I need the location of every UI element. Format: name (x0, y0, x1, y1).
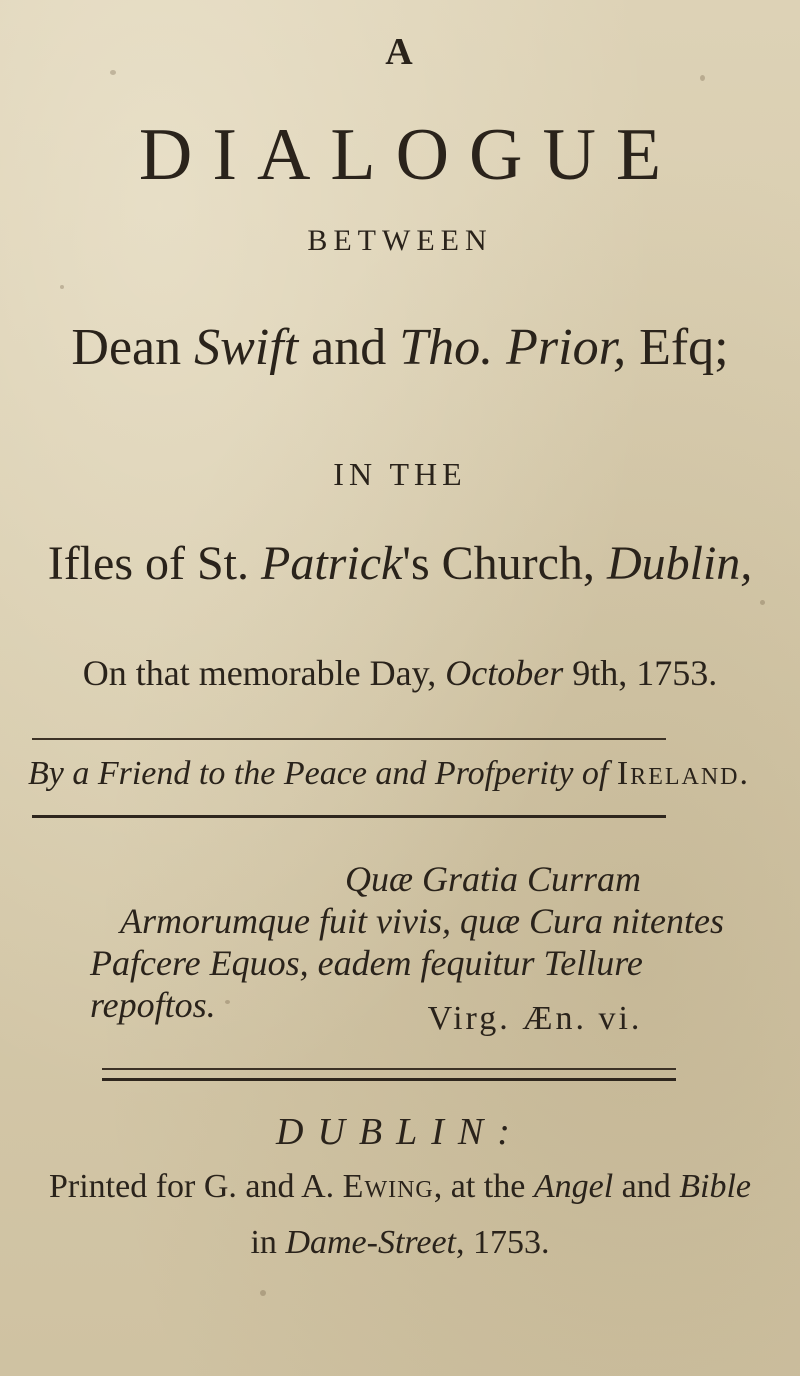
rule-lower-thick (102, 1078, 676, 1081)
date-october: October (445, 653, 564, 693)
printer-text-1: Printed for G. and A. (48, 1168, 343, 1205)
names-text-3 (493, 319, 506, 376)
date-line (0, 652, 800, 694)
printer-ewing: Ewing (342, 1168, 434, 1205)
paper-speck (225, 1000, 230, 1004)
paper-speck (260, 1290, 266, 1296)
epigraph-line-1: Quæ Gratia Curram (345, 859, 642, 899)
imprint-city: DUBLIN: (276, 1111, 524, 1153)
names-text-4: Efq; (626, 319, 729, 376)
address-street: Dame-Street (285, 1224, 457, 1261)
name-swift: Swift (194, 319, 299, 376)
paper-speck (60, 285, 64, 289)
location-dublin: Dublin, (606, 537, 753, 590)
paper-speck (700, 75, 705, 81)
epigraph-line-2: Armorumque fuit vivis, quæ Cura nitentes (120, 901, 724, 941)
author-line (28, 755, 788, 793)
names-line (0, 318, 800, 377)
location-line (0, 536, 800, 591)
author-ireland: Ireland. (616, 755, 751, 792)
epigraph-line-3: Pafcere Equos, eadem fequitur Tellure repoftos. (90, 943, 643, 1025)
name-prior: Prior, (506, 319, 627, 376)
imprint-address (0, 1224, 800, 1262)
printer-angel: Angel (533, 1168, 614, 1205)
article-a: A (385, 31, 415, 73)
names-text-1: Dean (71, 319, 195, 376)
name-tho: Tho. (399, 319, 494, 376)
address-text-1: in (250, 1224, 286, 1261)
main-title: DIALOGUE (138, 114, 682, 196)
rule-lower-thin (102, 1068, 676, 1070)
printer-bible: Bible (679, 1168, 751, 1205)
rule-upper-thick (32, 815, 666, 818)
location-text-1: Ifles of St. (47, 537, 262, 590)
printer-text-2: , at the (433, 1168, 534, 1205)
paper-speck (760, 600, 765, 605)
location-patrick: Patrick (261, 537, 403, 590)
epigraph-attribution: Virg. Æn. vi. (427, 1000, 643, 1037)
printer-text-3: and (613, 1168, 680, 1205)
author-text: By a Friend to the Peace and Profperity of (28, 755, 617, 792)
paper-speck (110, 70, 116, 75)
date-text-2: 9th, 1753. (563, 653, 718, 693)
address-text-2: , 1753. (456, 1224, 550, 1261)
in-the-line: IN THE (333, 456, 467, 492)
date-text-1: On that memorable Day, (82, 653, 446, 693)
rule-upper-thin (32, 738, 666, 740)
names-text-2: and (298, 319, 400, 376)
location-text-2: 's Church, (402, 537, 607, 590)
between-line: BETWEEN (307, 224, 493, 257)
imprint-printer (0, 1168, 800, 1206)
